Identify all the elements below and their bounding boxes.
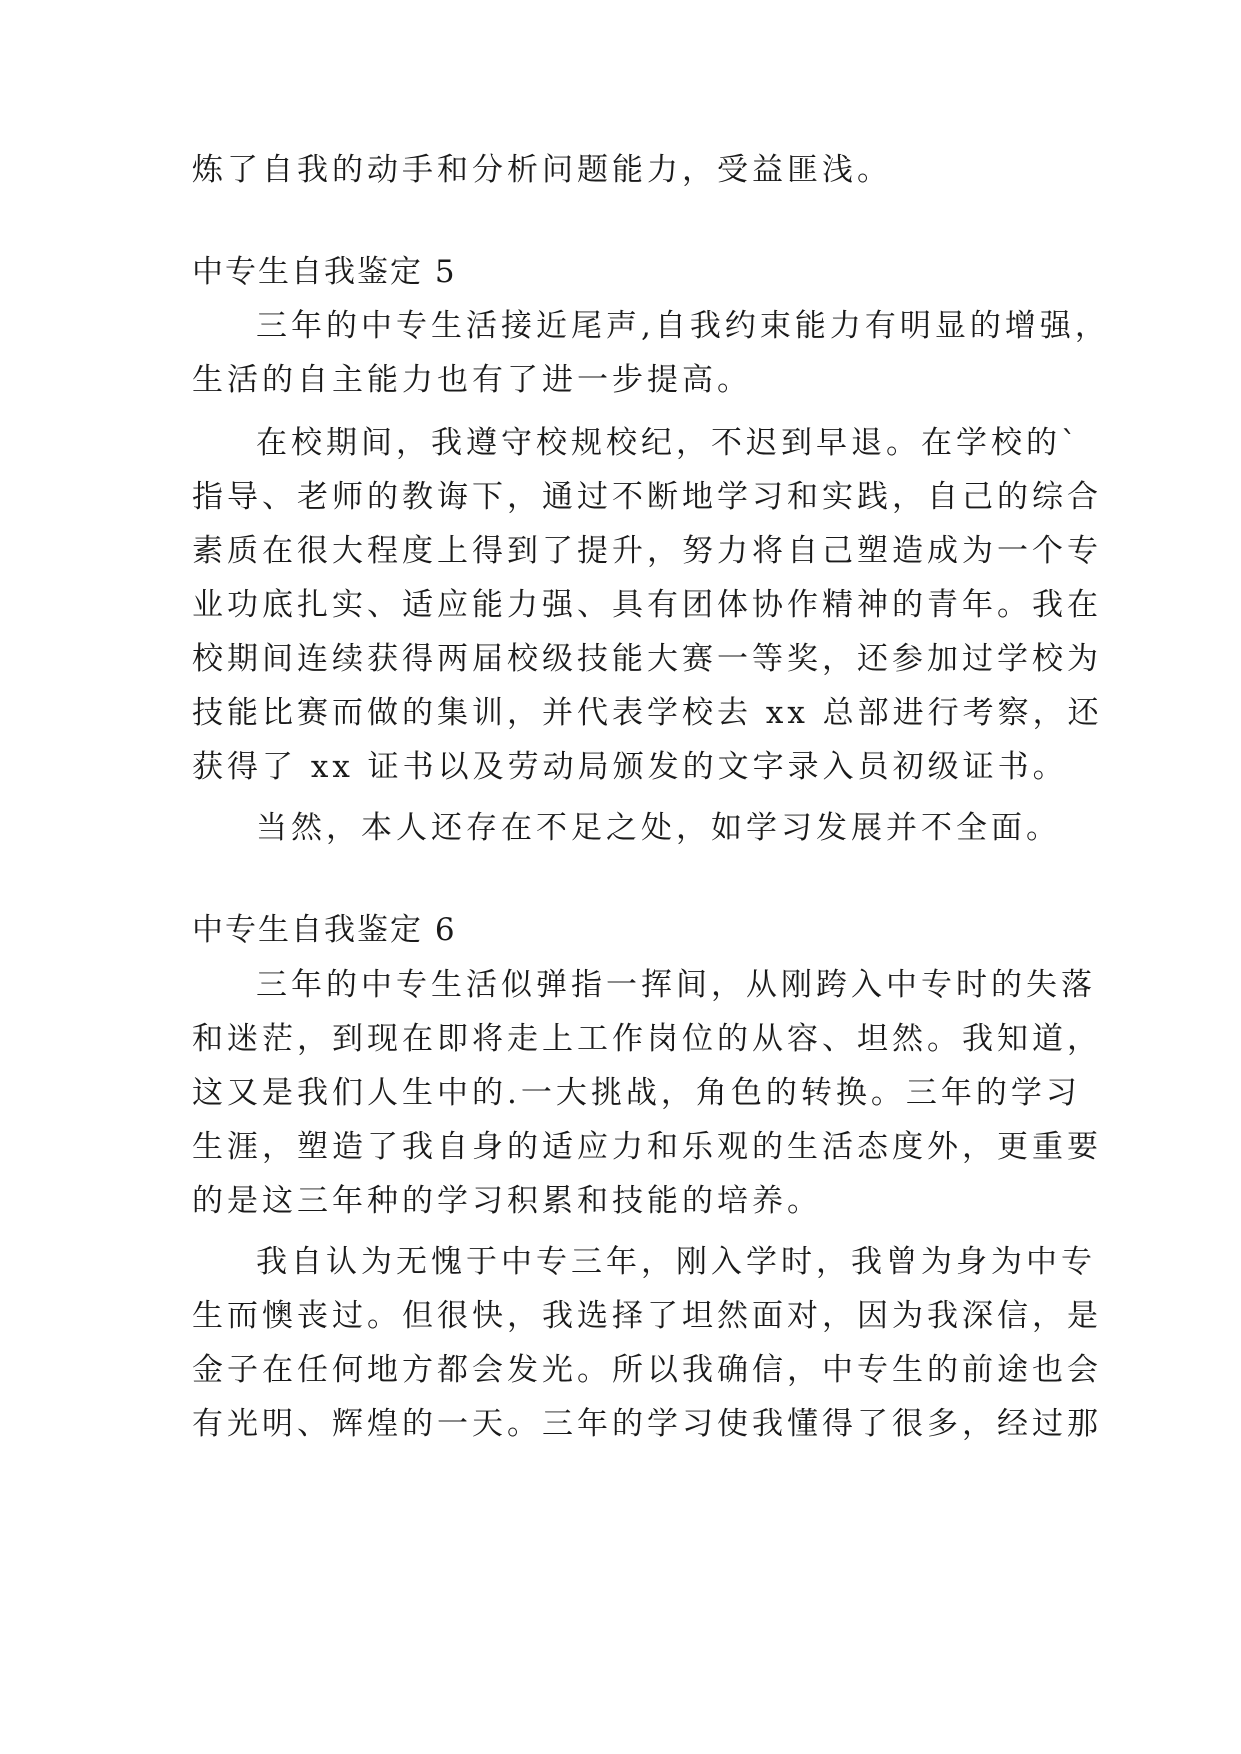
text-line: 炼了自我的动手和分析问题能力，受益匪浅。 [192, 152, 892, 188]
text-line: 获得了 xx 证书以及劳动局颁发的文字录入员初级证书。 [192, 749, 1068, 785]
text-line: 这又是我们人生中的.一大挑战，角色的转换。三年的学习 [192, 1075, 1081, 1111]
text-line: 生而懊丧过。但很快，我选择了坦然面对，因为我深信，是 [192, 1298, 1102, 1334]
text-line: 生活的自主能力也有了进一步提高。 [192, 362, 752, 398]
text-line: 三年的中专生活接近尾声,自我约束能力有明显的增强， [256, 308, 1110, 344]
text-line: 我自认为无愧于中专三年，刚入学时，我曾为身为中专 [256, 1244, 1096, 1280]
text-line: 校期间连续获得两届校级技能大赛一等奖，还参加过学校为 [192, 641, 1102, 677]
section-heading-6: 中专生自我鉴定 6 [192, 912, 457, 948]
text-line: 业功底扎实、适应能力强、具有团体协作精神的青年。我在 [192, 587, 1102, 623]
section-heading-5: 中专生自我鉴定 5 [192, 254, 457, 290]
text-line: 和迷茫，到现在即将走上工作岗位的从容、坦然。我知道， [192, 1021, 1102, 1057]
text-line: 在校期间，我遵守校规校纪，不迟到早退。在学校的` [256, 425, 1081, 461]
text-line: 生涯，塑造了我自身的适应力和乐观的生活态度外，更重要 [192, 1129, 1102, 1165]
text-line: 技能比赛而做的集训，并代表学校去 xx 总部进行考察，还 [192, 695, 1103, 731]
text-line: 的是这三年种的学习积累和技能的培养。 [192, 1183, 822, 1219]
text-line: 三年的中专生活似弹指一挥间，从刚跨入中专时的失落 [256, 967, 1096, 1003]
text-line: 指导、老师的教诲下，通过不断地学习和实践，自己的综合 [192, 479, 1102, 515]
text-line: 素质在很大程度上得到了提升，努力将自己塑造成为一个专 [192, 533, 1102, 569]
text-line: 金子在任何地方都会发光。所以我确信，中专生的前途也会 [192, 1352, 1102, 1388]
text-line: 当然，本人还存在不足之处，如学习发展并不全面。 [256, 810, 1061, 846]
text-line: 有光明、辉煌的一天。三年的学习使我懂得了很多，经过那 [192, 1406, 1102, 1442]
